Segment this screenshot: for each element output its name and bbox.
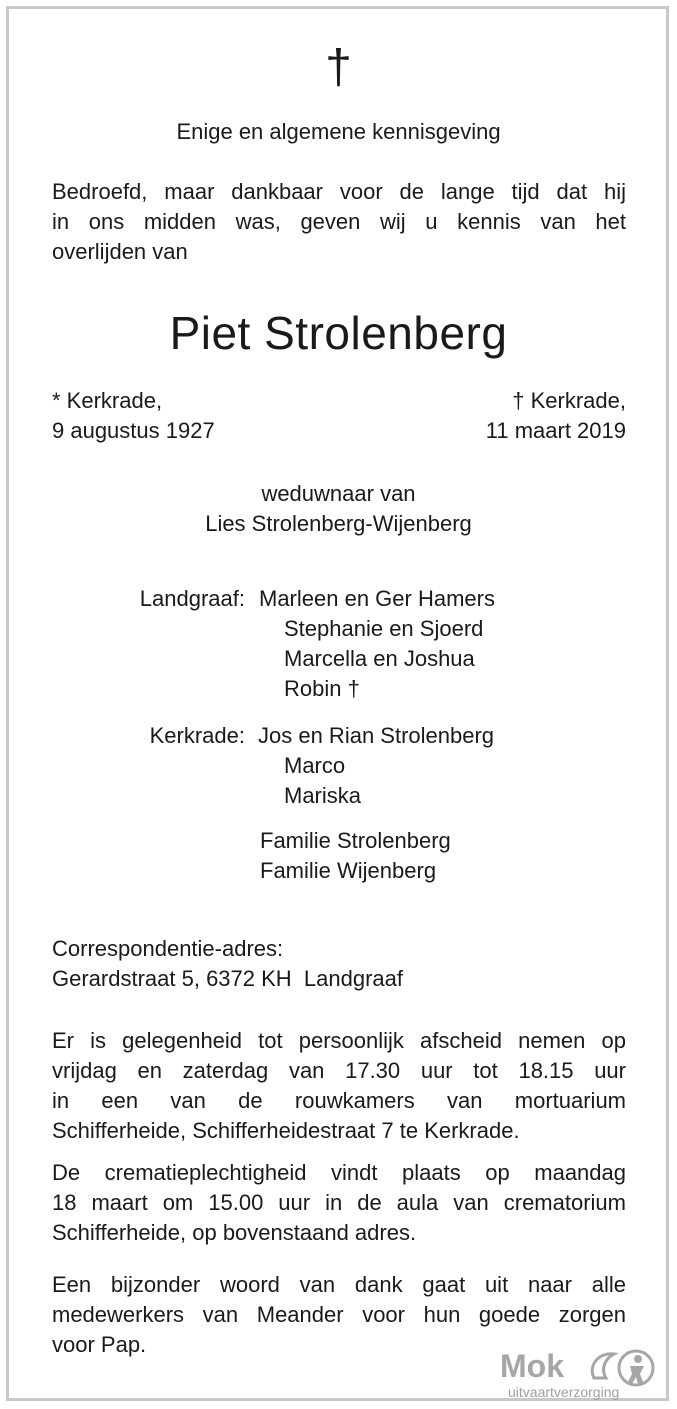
paragraph-line: Er is gelegenheid tot persoonlijk afscheid nemen op: [52, 1028, 626, 1053]
paragraph-line: in een van de rouwkamers van mortuarium: [52, 1088, 626, 1113]
thanks-paragraph: [52, 1270, 626, 1360]
intro-line: overlijden van: [52, 239, 188, 264]
birth-date: 9 augustus 1927: [52, 418, 215, 443]
intro-text: [52, 177, 626, 267]
notice-heading: Enige en algemene kennisgeving: [176, 119, 501, 144]
widower-info: [0, 479, 677, 539]
family-member: Stephanie en Sjoerd: [284, 616, 484, 641]
paragraph-line: medewerkers van Meander voor hun goede zorgen: [52, 1302, 626, 1327]
paragraph-line: 18 maart om 15.00 uur in de aula van crematorium: [52, 1190, 626, 1215]
cross-icon: †: [325, 41, 352, 94]
family-name: Familie Strolenberg: [260, 828, 451, 853]
paragraph-line: Schifferheide, op bovenstaand adres.: [52, 1220, 417, 1245]
death-info: [486, 386, 626, 446]
family-member: Mariska: [284, 783, 362, 808]
paragraph-line: Een bijzonder woord van dank gaat uit naar alle: [52, 1272, 626, 1297]
family-name: Familie Wijenberg: [260, 858, 437, 883]
family-place: Kerkrade:: [149, 723, 245, 748]
paragraph-line: Schifferheide, Schifferheidestraat 7 te Kerkrade.: [52, 1118, 520, 1143]
cremation-paragraph: [52, 1158, 626, 1248]
mok-logo: [500, 1348, 670, 1404]
logo-name: Mok: [500, 1348, 564, 1384]
paragraph-line: vrijdag en zaterdag van 17.30 uur tot 18.15 uur: [52, 1058, 626, 1083]
birth-info: [52, 386, 215, 446]
paragraph-line: De crematieplechtigheid vindt plaats op maandag: [52, 1160, 626, 1185]
family-head: Jos en Rian Strolenberg: [258, 723, 495, 748]
death-date: 11 maart 2019: [485, 418, 626, 443]
correspondence-label: Correspondentie-adres:: [52, 936, 284, 961]
logo-subtitle: uitvaartverzorging: [508, 1384, 620, 1400]
family-member: Robin †: [284, 676, 360, 701]
family-head: Marleen en Ger Hamers: [259, 586, 495, 611]
family-member: Marco: [284, 753, 346, 778]
death-place: † Kerkrade,: [512, 388, 626, 413]
spouse-name: Lies Strolenberg-Wijenberg: [205, 511, 472, 536]
deceased-name: Piet Strolenberg: [169, 307, 508, 359]
correspondence-address: [52, 934, 403, 994]
family-member: Marcella en Joshua: [284, 646, 475, 671]
paragraph-line: voor Pap.: [52, 1332, 147, 1357]
farewell-paragraph: [52, 1026, 626, 1146]
address-text: Gerardstraat 5, 6372 KH Landgraaf: [52, 966, 403, 991]
logo-emblem-icon: [584, 1348, 664, 1388]
widower-label: weduwnaar van: [261, 481, 416, 506]
birth-place: * Kerkrade,: [52, 388, 163, 413]
intro-line: in ons midden was, geven wij u kennis van het: [52, 209, 626, 234]
family-place: Landgraaf:: [139, 586, 245, 611]
intro-line: Bedroefd, maar dankbaar voor de lange tijd dat hij: [52, 179, 626, 204]
